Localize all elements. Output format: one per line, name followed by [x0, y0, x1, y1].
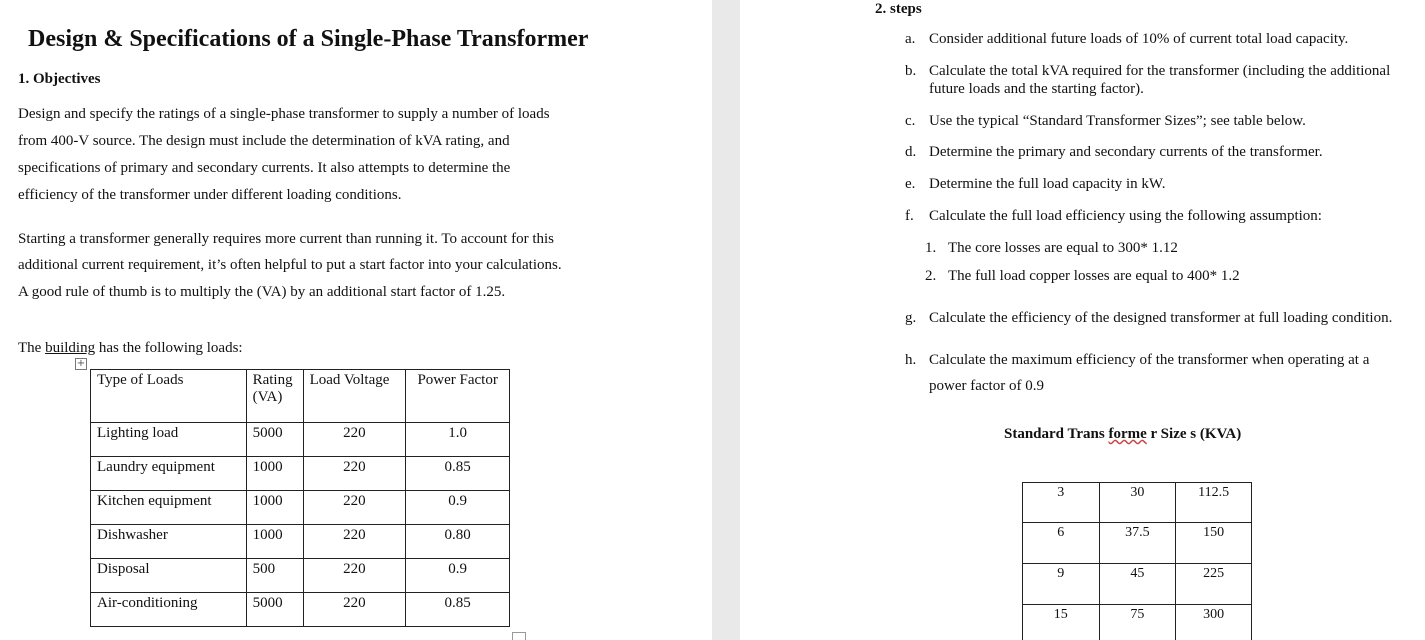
- table-cell: 112.5: [1176, 483, 1252, 523]
- table-header-cell: Load Voltage: [303, 370, 406, 423]
- table-cell: 225: [1176, 564, 1252, 605]
- assumption-text: The full load copper losses are equal to 400* 1.2: [948, 268, 1240, 284]
- table-header-cell: Power Factor: [406, 370, 510, 423]
- paragraph-line: additional current requirement, it’s often helpful to put a start factor into your calculations.: [18, 257, 562, 273]
- table-row: [1023, 605, 1252, 640]
- step-item: [905, 176, 1165, 193]
- table-cell: Disposal: [91, 559, 247, 593]
- table-cell: 15: [1023, 605, 1100, 640]
- standard-sizes-table: [1022, 482, 1252, 640]
- step-item: [905, 31, 1348, 48]
- table-cell: 6: [1023, 523, 1100, 564]
- table-cell: 220: [303, 491, 406, 525]
- steps-heading: 2. steps: [875, 1, 922, 17]
- assumption-marker: 1.: [925, 240, 937, 256]
- step-text: Calculate the maximum efficiency of the transformer when operating at a: [929, 352, 1370, 368]
- table-cell: 1.0: [406, 423, 510, 457]
- document-title: Design & Specifications of a Single-Phase Transformer: [28, 26, 589, 52]
- table-cell: 0.80: [406, 525, 510, 559]
- table-resize-handle[interactable]: [512, 632, 526, 640]
- standard-sizes-title: [1004, 426, 1241, 443]
- paragraph-line: Design and specify the ratings of a single-phase transformer to supply a number of loads: [18, 106, 550, 122]
- table-move-handle[interactable]: +: [76, 358, 86, 369]
- table-cell: 220: [303, 423, 406, 457]
- step-marker: h.: [905, 352, 917, 368]
- assumption-text: The core losses are equal to 300* 1.12: [948, 240, 1178, 256]
- table-cell: 1000: [246, 457, 303, 491]
- table-cell: Lighting load: [91, 423, 247, 457]
- step-item: [905, 208, 1322, 225]
- step-item: [905, 113, 1306, 130]
- table-row: [1023, 523, 1252, 564]
- table-cell: 0.85: [406, 457, 510, 491]
- table-cell: 45: [1099, 564, 1176, 605]
- title-part: Standard Trans: [1004, 426, 1109, 442]
- paragraph-line: from 400-V source. The design must include the determination of kVA rating, and: [18, 133, 510, 149]
- table-cell: 75: [1099, 605, 1176, 640]
- table-row: [91, 525, 510, 559]
- table-row: [91, 559, 510, 593]
- table-row: [91, 423, 510, 457]
- table-row: [91, 491, 510, 525]
- table-cell: 300: [1176, 605, 1252, 640]
- loads-intro: [18, 340, 243, 357]
- objectives-heading: 1. Objectives: [18, 71, 101, 87]
- step-text-continued: power factor of 0.9: [929, 378, 1044, 394]
- table-header-cell: Rating (VA): [246, 370, 303, 423]
- table-cell: 220: [303, 559, 406, 593]
- loads-intro-word: building: [45, 340, 96, 356]
- step-marker: a.: [905, 31, 916, 47]
- step-text: Calculate the full load efficiency using the following assumption:: [929, 208, 1322, 224]
- table-cell: 30: [1099, 483, 1176, 523]
- table-cell: 0.9: [406, 559, 510, 593]
- table-cell: 220: [303, 457, 406, 491]
- assumption-item: [925, 240, 1178, 257]
- paragraph-line: efficiency of the transformer under different loading conditions.: [18, 187, 402, 203]
- table-row: [1023, 483, 1252, 523]
- table-cell: 150: [1176, 523, 1252, 564]
- table-cell: 5000: [246, 593, 303, 627]
- table-cell: 220: [303, 525, 406, 559]
- title-part-misspelled: forme: [1108, 426, 1147, 442]
- step-marker: f.: [905, 208, 914, 224]
- table-row: [1023, 564, 1252, 605]
- title-part: r Size s (KVA): [1146, 426, 1242, 442]
- table-cell: 500: [246, 559, 303, 593]
- table-cell: 220: [303, 593, 406, 627]
- step-text-continued: future loads and the starting factor).: [929, 81, 1144, 97]
- step-item: [905, 310, 1392, 327]
- step-item: [905, 144, 1323, 161]
- loads-table: [90, 369, 510, 627]
- paragraph-line: A good rule of thumb is to multiply the (VA) by an additional start factor of 1.25.: [18, 284, 506, 300]
- loads-intro-text: The: [18, 340, 46, 356]
- step-marker: c.: [905, 113, 916, 129]
- table-cell: 0.85: [406, 593, 510, 627]
- table-cell: 9: [1023, 564, 1100, 605]
- table-cell: Dishwasher: [91, 525, 247, 559]
- step-text: Determine the full load capacity in kW.: [929, 176, 1166, 192]
- paragraph-line: Starting a transformer generally requires more current than running it. To account for this: [18, 231, 555, 247]
- step-text: Calculate the total kVA required for the transformer (including the additional: [929, 63, 1391, 79]
- table-cell: Kitchen equipment: [91, 491, 247, 525]
- document-page-right: [740, 0, 1425, 640]
- document-page-left: [0, 0, 712, 640]
- table-row: [91, 457, 510, 491]
- table-cell: 5000: [246, 423, 303, 457]
- step-text: Use the typical “Standard Transformer Sizes”; see table below.: [929, 113, 1306, 129]
- step-marker: d.: [905, 144, 917, 160]
- table-cell: 0.9: [406, 491, 510, 525]
- step-item: [905, 63, 1390, 80]
- table-cell: 37.5: [1099, 523, 1176, 564]
- table-cell: 3: [1023, 483, 1100, 523]
- loads-intro-text: has the following loads:: [95, 340, 243, 356]
- assumption-item: [925, 268, 1240, 285]
- table-header-row: [91, 370, 510, 423]
- step-item: [905, 352, 1369, 369]
- table-cell: 1000: [246, 491, 303, 525]
- step-marker: e.: [905, 176, 916, 192]
- table-header-cell: Type of Loads: [91, 370, 247, 423]
- table-cell: Laundry equipment: [91, 457, 247, 491]
- assumption-marker: 2.: [925, 268, 937, 284]
- step-text: Consider additional future loads of 10% of current total load capacity.: [929, 31, 1349, 47]
- paragraph-line: specifications of primary and secondary currents. It also attempts to determine the: [18, 160, 511, 176]
- step-text: Determine the primary and secondary currents of the transformer.: [929, 144, 1323, 160]
- table-cell: Air-conditioning: [91, 593, 247, 627]
- step-marker: b.: [905, 63, 917, 79]
- step-text: Calculate the efficiency of the designed transformer at full loading condition.: [929, 310, 1393, 326]
- table-cell: 1000: [246, 525, 303, 559]
- table-row: [91, 593, 510, 627]
- step-marker: g.: [905, 310, 917, 326]
